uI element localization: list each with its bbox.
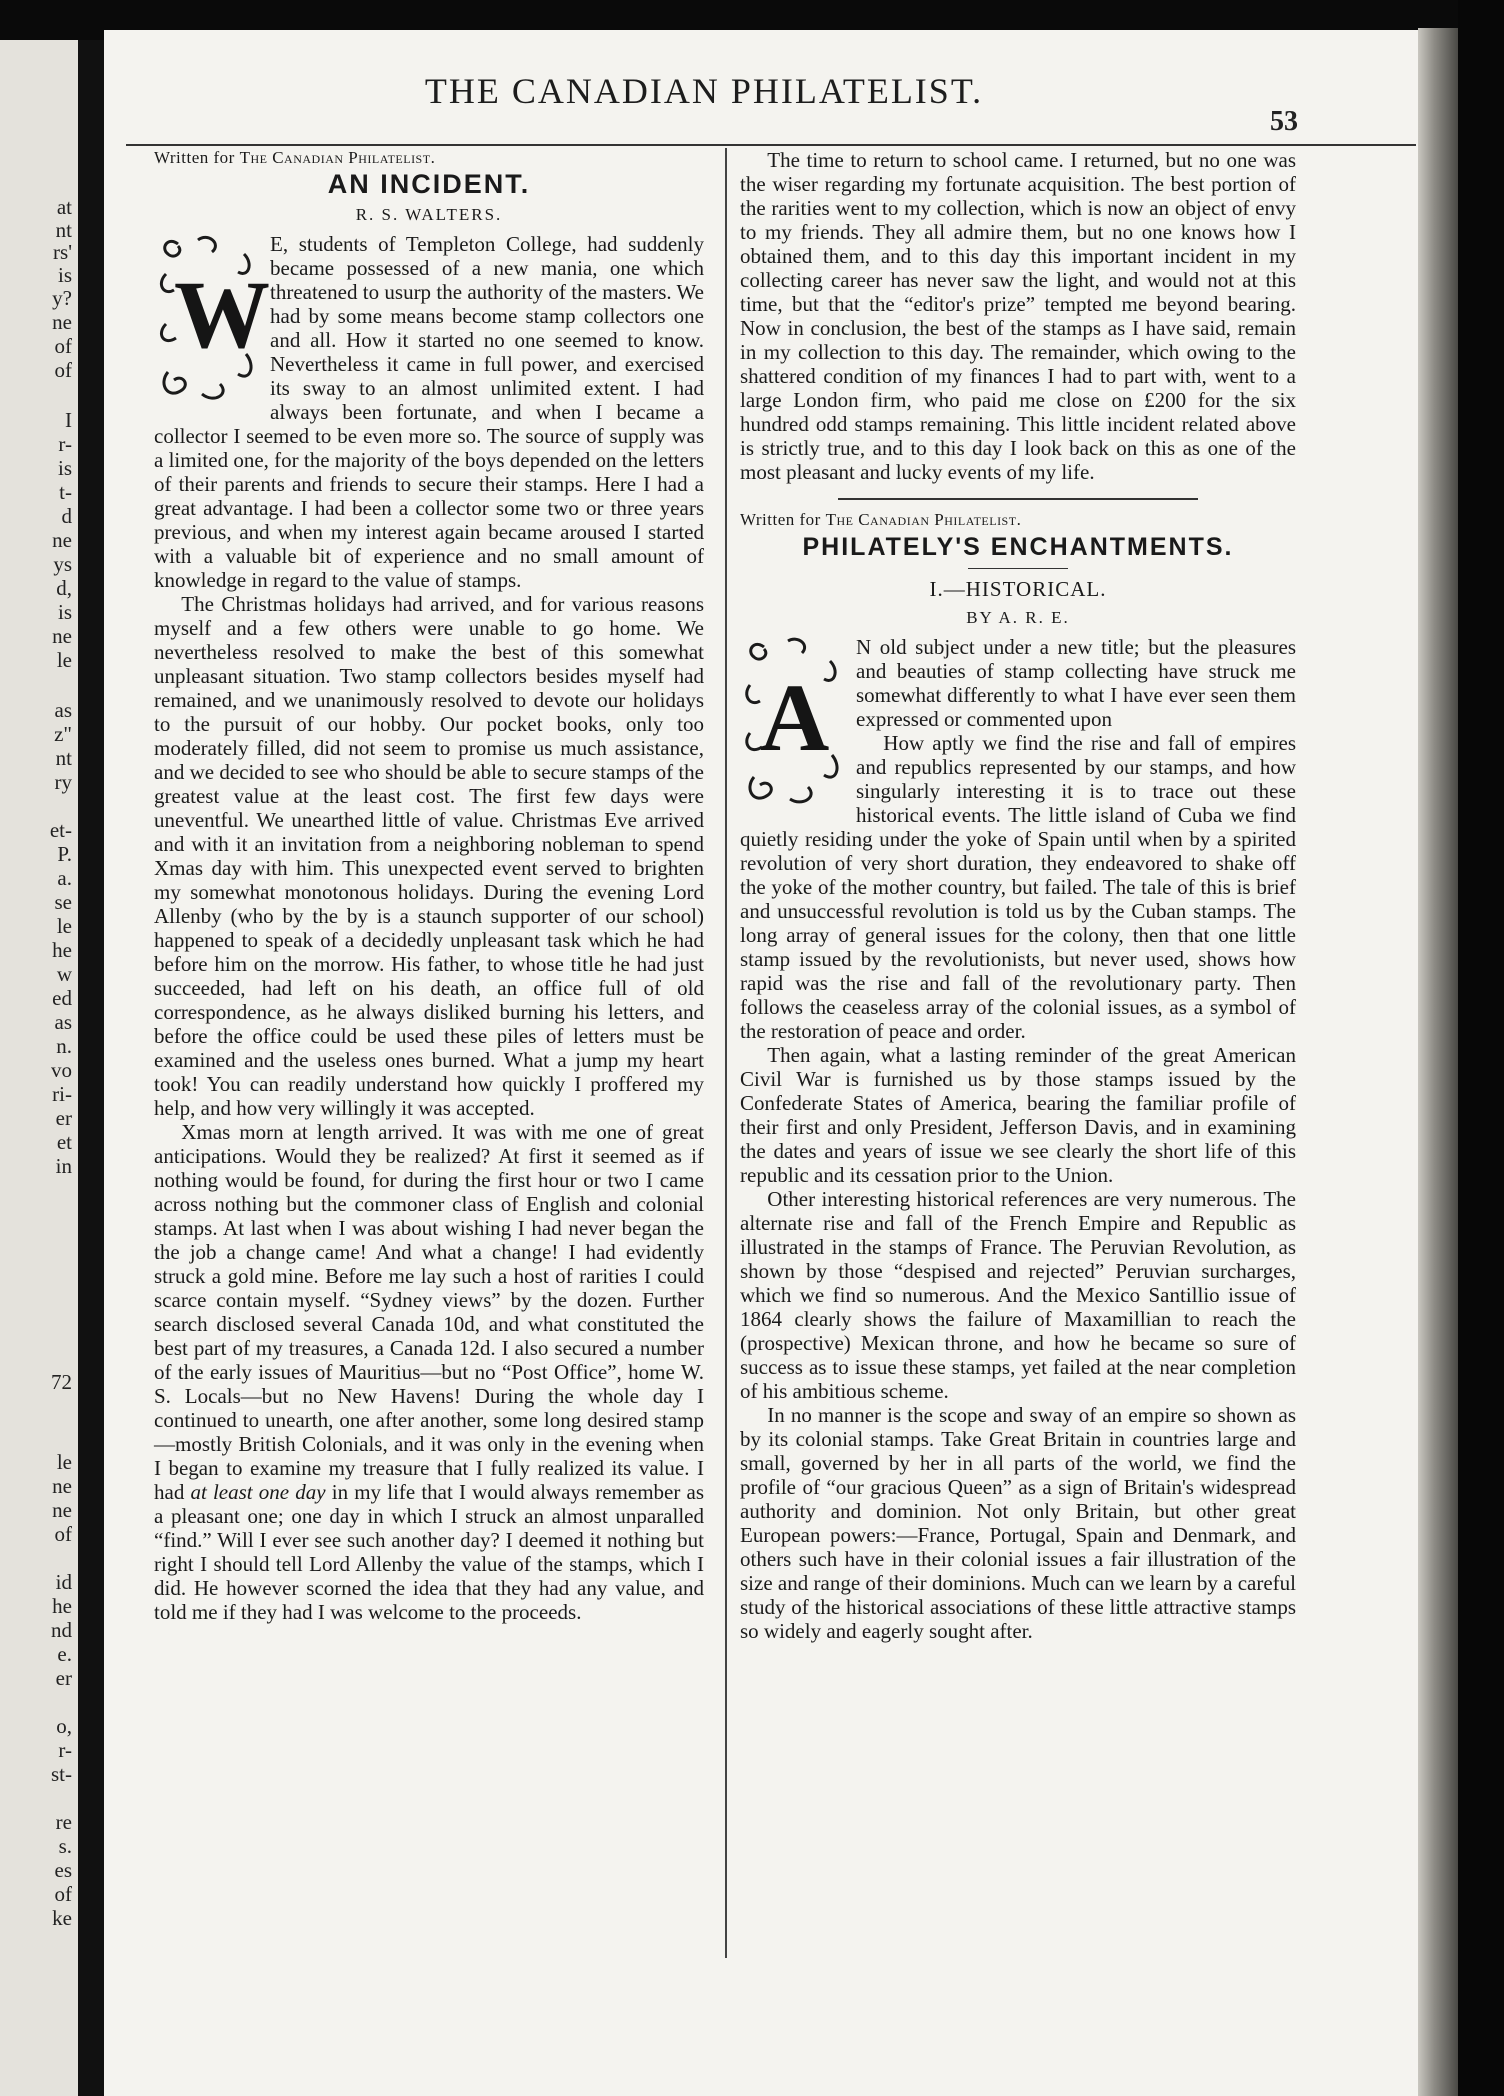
dropcap-continuation: N	[856, 635, 872, 659]
article-2-kicker	[740, 510, 1296, 530]
article-1-byline: R. S. WALTERS.	[355, 205, 503, 224]
facing-page-fragment: ne	[52, 528, 72, 552]
article-2-title: PHILATELY'S ENCHANTMENTS.	[802, 533, 1234, 561]
facing-page-fragment: nd	[51, 1618, 72, 1642]
facing-page-fragment: he	[52, 938, 72, 962]
ornamental-dropcap-a	[744, 637, 842, 809]
article-2-paragraph-5: In no manner is the scope and sway of an empire so shown as by its colonial stamps. Take Great Britain in countries large and small, governed by her in all parts of the world, we find the profile of “our gracious Queen” as a sign of Britain's widespread authority and dominion. Not only Britain, but other great European powers:—France, Portugal, Spain and Denmark, and others such have in their colonial issues a fair illustration of the size and range of their dominions. Much can we learn by a careful study of the historical associations of these little attractive stamps so widely and eagerly sought after.	[740, 1403, 1296, 1643]
title-rule	[968, 568, 1068, 569]
facing-page-fragment: o,	[56, 1714, 72, 1738]
article-1-kicker	[154, 148, 704, 168]
emphasis: at least one day	[190, 1480, 326, 1504]
binding-gutter	[78, 40, 104, 2096]
facing-page-fragment: y?	[52, 286, 72, 310]
facing-page-fragment: er	[55, 1666, 72, 1690]
paragraph-text: Xmas morn at length arrived. It was with me one of great anticipations. Would they be realized? At first it seemed as if nothing would be found, for during the first hour or two I came across nothing but the commoner class of English and colonial stamps. At last when I was about wishing I had never began the the job a change came! And what a change! I had evidently struck a gold mine. Before me lay such a host of rarities I could scarce contain myself. “Sydney views” by the dozen. Further search disclosed several Canada 10d, and what constituted the best part of my treasures, a Canada 12d. I also secured a number of the early issues of Mauritius—but no “Post Office”, home W. S. Locals—but no New Havens! During the whole day I continued to unearth, one after another, some long desired stamp—mostly British Colonials, and it was only in the evening when I began to examine my treasure that I fully realized its value. I had	[154, 1120, 704, 1504]
facing-page-fragment: ne	[52, 1474, 72, 1498]
facing-page-fragment: P.	[57, 842, 72, 866]
page	[104, 30, 1444, 2096]
facing-page-fragment: re	[55, 1810, 72, 1834]
facing-page-fragment: of	[54, 1522, 72, 1546]
article-1-paragraph-1	[154, 232, 704, 592]
facing-page-fragment: is	[57, 263, 72, 287]
facing-page-fragment: he	[52, 1594, 72, 1618]
paragraph-text-tail: in my life that I would always remember as a pleasant one; one day in which I struck an almost unparalled “find.” Will I ever see such another day? I deemed it nothing but right I should tell Lord Allenby the value of the stamps, which I did. He however scorned the idea that they had any value, and told me if they had I was welcome to the proceeds.	[154, 1480, 705, 1624]
paragraph-text: old subject under a new title; but the pleasures and beauties of stamp collecting have struck me somewhat differently to what I have ever seen them expressed or commented upon	[856, 635, 1296, 731]
running-head: THE CANADIAN PHILATELIST.	[424, 71, 984, 111]
facing-page-fragment: of	[54, 358, 72, 382]
facing-page-fragment: nt	[55, 746, 72, 770]
book-spine-shadow	[1458, 0, 1504, 2096]
kicker-publication: The Canadian Philatelist.	[825, 510, 1022, 529]
facing-page-fragment: in	[55, 1154, 72, 1178]
article-1-paragraph-2: The Christmas holidays had arrived, and for various reasons myself and a few others were unable to go home. We nevertheless resolved to make the best of this somewhat unpleasant situation. Two stamp collectors besides myself had remained, and we unanimously resolved to devote our holidays to the pursuit of our hobby. Our pocket books, only too moderately filled, did not seem to promise us much assistance, and we decided to see who should be able to secure stamps of the greatest value at the least cost. The first few days were uneventful. We unearthed little of value. Christmas Eve arrived and with it an invitation from a neighboring nobleman to spend Xmas day with him. This unexpected event served to brighten my somewhat monotonous holidays. During the evening Lord Allenby (who by the by is a staunch supporter of our school) happened to speak of a decidedly unpleasant task which he had before him on the morrow. His father, to whose title he had just succeeded, had left on his death, an office full of old correspondence, as he always disliked burning his letters, and before the office could be used these piles of letters must be examined and the useless ones burned. What a jump my heart took! You can readily understand how quickly I proffered my help, and how very willingly it was accepted.	[154, 592, 704, 1120]
facing-page-fragment: rs'	[53, 240, 72, 264]
facing-page-fragment: at	[56, 195, 72, 219]
facing-page-fragment: ne	[52, 310, 72, 334]
facing-page-fragment: w	[56, 962, 72, 986]
article-2-paragraph-3: Then again, what a lasting reminder of the great American Civil War is furnished us by those stamps issued by the Confederate States of America, bearing the familiar profile of their first and only President, Jefferson Davis, and in examining the dates and years of issue we see clearly the short life of this republic and its cessation prior to the Union.	[740, 1043, 1296, 1187]
facing-page-fragment: a.	[57, 866, 72, 890]
facing-page-fragment: s.	[58, 1834, 72, 1858]
facing-page-fragment: as	[54, 1010, 72, 1034]
facing-page-fragment: e.	[57, 1642, 72, 1666]
right-column	[740, 148, 1296, 1643]
facing-page-fragment: le	[56, 914, 72, 938]
dropcap-letter: A	[760, 664, 830, 771]
facing-page-fragment: t-	[59, 480, 72, 504]
facing-page-fragment: n.	[56, 1034, 72, 1058]
facing-page-fragment: le	[56, 648, 72, 672]
kicker-lead: Written for	[154, 148, 235, 167]
left-column	[154, 148, 704, 1624]
facing-page-fragment: 72	[51, 1370, 72, 1394]
facing-page-fragment: er	[55, 1106, 72, 1130]
facing-page-fragment: le	[56, 1450, 72, 1474]
facing-page-fragment: d,	[56, 576, 72, 600]
article-separator	[838, 498, 1198, 500]
facing-page-fragment: z"	[54, 722, 72, 746]
facing-page-fragment: r-	[58, 1738, 72, 1762]
facing-page-fragment: ry	[54, 770, 72, 794]
facing-page-fragment: I	[65, 408, 72, 432]
article-2-paragraph-2: How aptly we find the rise and fall of empires and republics represented by our stamps, and how singularly interesting it is to trace out these historical events. The little island of Cuba we find quietly residing under the yoke of Spain until when by a spirited revolution of very short duration, they endeavored to shake off the yoke of the mother country, but failed. The tale of this is brief and unsuccessful revolution is told us by the Cuban stamps. The long array of general issues for the colony, then that one little stamp issued by the revolutionists, but never used, shows how rapid was the rise and fall of the revolutionary party. Then follows the ceaseless array of the colonial issues, as a symbol of the restoration of peace and order.	[740, 731, 1296, 1043]
facing-page-fragment: d	[61, 504, 72, 528]
previous-page-edge	[0, 40, 78, 2096]
facing-page-fragment: is	[57, 600, 72, 624]
article-1-paragraph-4: The time to return to school came. I returned, but no one was the wiser regarding my fortunate acquisition. The best portion of the rarities went to my collection, which is now an object of envy to my friends. They all admire them, but no one knows how I obtained them, and to this day this important incident in my collecting career has never saw the light, and would not at this time, but that the “editor's prize” tempted me beyond bearing. Now in conclusion, the best of the stamps as I have said, remain in my collection to this day. The remainder, which owing to the shattered condition of my finances I had to part with, went to a large London firm, who paid me close on £200 for the six hundred odd stamps remaining. This little incident related above is strictly true, and to this day I look back on this as one of the most pleasant and lucky events of my life.	[740, 148, 1296, 484]
facing-page-fragment: ed	[52, 986, 72, 1010]
facing-page-fragment: is	[57, 456, 72, 480]
header-rule	[126, 144, 1416, 146]
facing-page-fragment: ke	[52, 1906, 72, 1930]
kicker-lead: Written for	[740, 510, 821, 529]
facing-page-fragment: ne	[52, 624, 72, 648]
dropcap-continuation: E,	[270, 232, 289, 256]
dropcap-letter: W	[174, 261, 270, 368]
facing-page-fragment: nt	[55, 218, 72, 242]
facing-page-fragment: ri-	[52, 1082, 72, 1106]
facing-page-fragment: et-	[49, 818, 72, 842]
article-2-byline: BY A. R. E.	[966, 608, 1070, 627]
facing-page-fragment: ne	[52, 1498, 72, 1522]
facing-page-fragment: se	[54, 890, 72, 914]
facing-page-fragment: of	[54, 1882, 72, 1906]
article-2-paragraph-1	[740, 635, 1296, 771]
paragraph-text: students of Templeton College, had suddenly became possessed of a new mania, one which threatened to usurp the authority of the masters. We had by some means become stamp collectors one and all. How it started no one seemed to know. Nevertheless it came in full power, and exercised its sway to an almost unlimited extent. I had always been fortunate, and when I became a collector I seemed to be even more so. The source of supply was a limited one, for the majority of the boys depended on the letters of their parents and friends to secure their stamps. Here I had a great advantage. I had been a collector some two or three years previous, and when my interest again became aroused I started with a valuable bit of experience and no small amount of knowledge in regard to the value of stamps.	[154, 232, 704, 592]
facing-page-fragment: of	[54, 334, 72, 358]
facing-page-fragment: st-	[51, 1762, 72, 1786]
article-2-paragraph-4: Other interesting historical references are very numerous. The alternate rise and fall of the French Empire and Republic as illustrated in the stamps of France. The Peruvian Revolution, as shown by those “despised and rejected” Peruvian surcharges, which we find so numerous. And the Mexico Santillio issue of 1864 clearly shows the failure of Maxamillian to reach the (prospective) Mexican throne, and how he became so sure of success as to issue these stamps, yet failed at the near completion of his ambitious scheme.	[740, 1187, 1296, 1403]
article-1-title: AN INCIDENT.	[327, 169, 531, 199]
ornamental-dropcap-w	[158, 234, 270, 406]
facing-page-fragment: vo	[51, 1058, 72, 1082]
article-1-paragraph-3	[154, 1120, 704, 1624]
facing-page-fragment: r-	[58, 432, 72, 456]
facing-page-fragment: et	[56, 1130, 72, 1154]
facing-page-fragment: ys	[53, 552, 72, 576]
facing-page-fragment: id	[55, 1570, 72, 1594]
facing-page-fragment: es	[54, 1858, 72, 1882]
kicker-publication: The Canadian Philatelist.	[239, 148, 436, 167]
facing-page-fragment: as	[54, 698, 72, 722]
page-number: 53	[1270, 106, 1298, 137]
article-2-subhead: I.—HISTORICAL.	[929, 577, 1107, 601]
column-rule	[725, 148, 727, 1958]
page-edge-stack	[1418, 28, 1458, 2096]
